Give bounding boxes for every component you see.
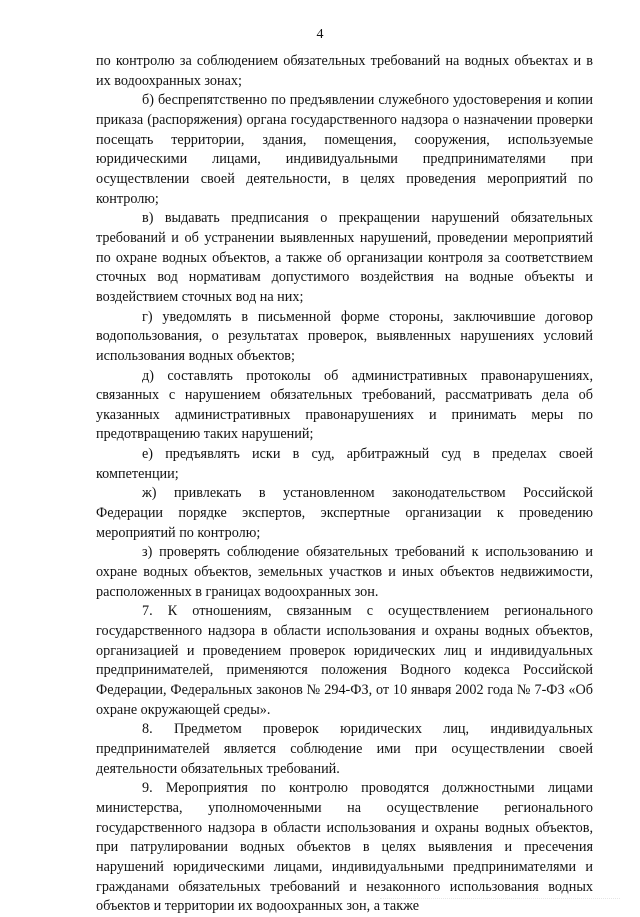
paragraph-section-9: 9. Мероприятия по контролю проводятся должностными лицами министерства, уполномоченными на осуществление регионального государственного надзора в области использования и охраны водных объектов, при патрулировании водных объектов в целях выявления и пресечения нарушений юридическими лицами, индивидуальными предпринимателями и гражданами обязательных требований и незаконного использования водных объектов и территории их водоохранных зон, а также: [96, 780, 593, 915]
paragraph-section-7: 7. К отношениям, связанным с осуществлением регионального государственного надзора в области использования и охраны водных объектов, организацией и проведением проверок юридических лиц и индивидуальных предпринимателей, применяются положения Водного кодекса Российской Федерации, Федеральных законов № 294-ФЗ, от 10 января 2002 года № 7-ФЗ «Об охране окружающей среды».: [96, 603, 593, 718]
document-body: [96, 52, 593, 917]
paragraph-item-z: з) проверять соблюдение обязательных требований к использованию и охране водных объектов, земельных участков и иных объектов недвижимости, расположенных в границах водоохранных зон.: [96, 544, 593, 600]
paragraph-item-e: е) предъявлять иски в суд, арбитражный суд в пределах своей компетенции;: [96, 446, 593, 482]
paragraph-item-g: г) уведомлять в письменной форме стороны, заключившие договор водопользования, о результатах проверок, выявленных нарушениях условий использования водных объектов;: [96, 308, 593, 364]
page-number: 4: [316, 27, 324, 42]
paragraph-item-v: в) выдавать предписания о прекращении нарушений обязательных требований и об устранении выявленных нарушений, проведении мероприятий по охране водных объектов, а также об организации контроля за соответствием сточных вод нормативам допустимого воздействия на водные объекты и воздействием сточных вод на них;: [96, 210, 593, 305]
paragraph-item-zh: ж) привлекать в установленном законодательством Российской Федерации порядке экспертов, экспертные организации к проведению мероприятий по контролю;: [96, 485, 593, 541]
scan-artifact: [380, 898, 620, 901]
paragraph-item-d: д) составлять протоколы об административных правонарушениях, связанных с нарушением обязательных требований, рассматривать дела об указанных административных правонарушениях и принимать меры по предотвращению таких нарушений;: [96, 367, 593, 443]
paragraph-section-8: 8. Предметом проверок юридических лиц, индивидуальных предпринимателей является соблюдение ими при осуществлении своей деятельности обязательных требований.: [96, 721, 593, 777]
paragraph-continuation: по контролю за соблюдением обязательных требований на водных объектах и в их водоохранных зонах;: [96, 53, 593, 89]
paragraph-item-b: б) беспрепятственно по предъявлении служебного удостоверения и копии приказа (распоряжения) органа государственного надзора о назначении проверки посещать территории, здания, помещения, сооружения, используемые юридическими лицами, индивидуальными предпринимателями при осуществлении своей деятельности, в целях проведения мероприятий по контролю;: [96, 92, 593, 207]
